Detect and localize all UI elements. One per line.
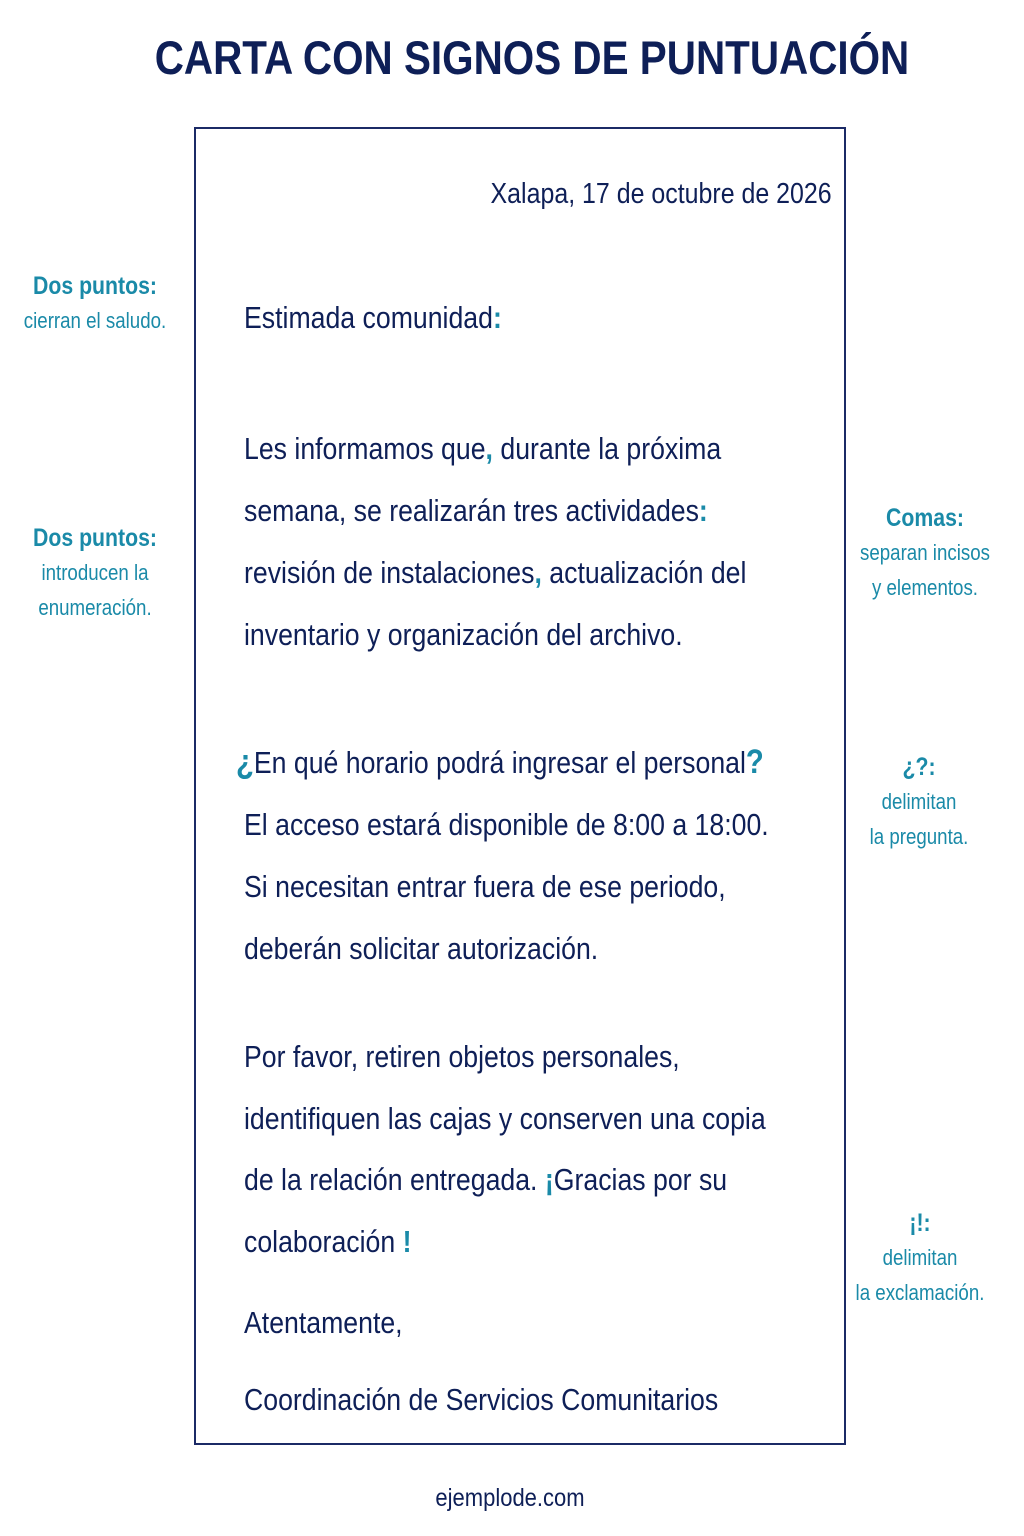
- annotation-head: Dos puntos:: [33, 272, 157, 300]
- greeting-colon: :: [492, 300, 502, 335]
- p3-line-1: Por favor, retiren objetos personales,: [244, 1039, 680, 1074]
- p1-comma-2: ,: [534, 555, 542, 590]
- page-title: CARTA CON SIGNOS DE PUNTUACIÓN: [154, 31, 910, 84]
- p1-enum-colon: :: [698, 493, 708, 528]
- p3-line-3: [244, 1164, 727, 1195]
- exclamation-open-mark: ¡: [544, 1162, 554, 1197]
- annotation-body: y elementos.: [871, 574, 979, 600]
- letter-closing: Atentamente,: [244, 1305, 403, 1340]
- p2-line-4: deberán solicitar autorización.: [244, 931, 599, 966]
- p1-l3-a: revisión de instalaciones: [244, 555, 535, 590]
- letter-greeting: [244, 302, 502, 333]
- annotation-body: enumeración.: [38, 594, 152, 620]
- question-close-mark: ?: [745, 743, 764, 781]
- annotation-body: cierran el saludo.: [23, 307, 167, 333]
- annotation-body: la exclamación.: [855, 1279, 985, 1305]
- p1-line-2: [244, 495, 708, 526]
- p1-line-1: [244, 433, 721, 464]
- annotation-body: la pregunta.: [869, 823, 969, 849]
- annotation-body: separan incisos: [860, 539, 990, 565]
- annotation-question: [830, 751, 1008, 854]
- annotation-commas: [836, 502, 1014, 605]
- annotation-head: Comas:: [886, 504, 964, 532]
- p1-l2-a: semana, se realizarán tres actividades: [244, 493, 699, 528]
- p3-l4: colaboración: [244, 1224, 403, 1259]
- p2-line-2: El acceso estará disponible de 8:00 a 18:00.: [244, 807, 769, 842]
- annotation-head: ¿?:: [902, 753, 936, 781]
- greeting-text: Estimada comunidad: [244, 300, 493, 335]
- footer-source: ejemplode.com: [435, 1484, 585, 1512]
- annotation-body: delimitan: [882, 1244, 958, 1270]
- annotation-head: ¡!:: [909, 1209, 931, 1237]
- exclamation-close-mark: !: [402, 1224, 412, 1259]
- p1-line-4: inventario y organización del archivo.: [244, 617, 683, 652]
- p3-line-4: [244, 1226, 411, 1257]
- question-open-mark: ¿: [236, 743, 254, 781]
- p3-l3-b: Gracias por su: [553, 1162, 728, 1197]
- annotation-exclamation: [830, 1207, 1010, 1310]
- p1-l1-b: durante la próxima: [492, 431, 722, 466]
- annotation-greeting-colon: [5, 270, 185, 338]
- p3-l3-a: de la relación entregada.: [244, 1162, 545, 1197]
- p1-l3-b: actualización del: [541, 555, 747, 590]
- letter-signature: Coordinación de Servicios Comunitarios: [244, 1382, 719, 1417]
- annotation-head: Dos puntos:: [33, 524, 157, 552]
- p2-line-3: Si necesitan entrar fuera de ese periodo,: [244, 869, 726, 904]
- p2-line-1: [236, 745, 764, 779]
- letter-date: Xalapa, 17 de octubre de 2026: [490, 178, 832, 210]
- p3-line-2: identifiquen las cajas y conserven una copia: [244, 1101, 766, 1136]
- p1-l1-a: Les informamos que: [244, 431, 486, 466]
- annotation-body: delimitan: [881, 788, 957, 814]
- annotation-body: introducen la: [41, 559, 149, 585]
- p1-line-3: [244, 557, 746, 588]
- annotation-enum-colon: [5, 522, 185, 625]
- p1-comma-1: ,: [485, 431, 493, 466]
- question-text: En qué horario podrá ingresar el personal: [253, 745, 746, 780]
